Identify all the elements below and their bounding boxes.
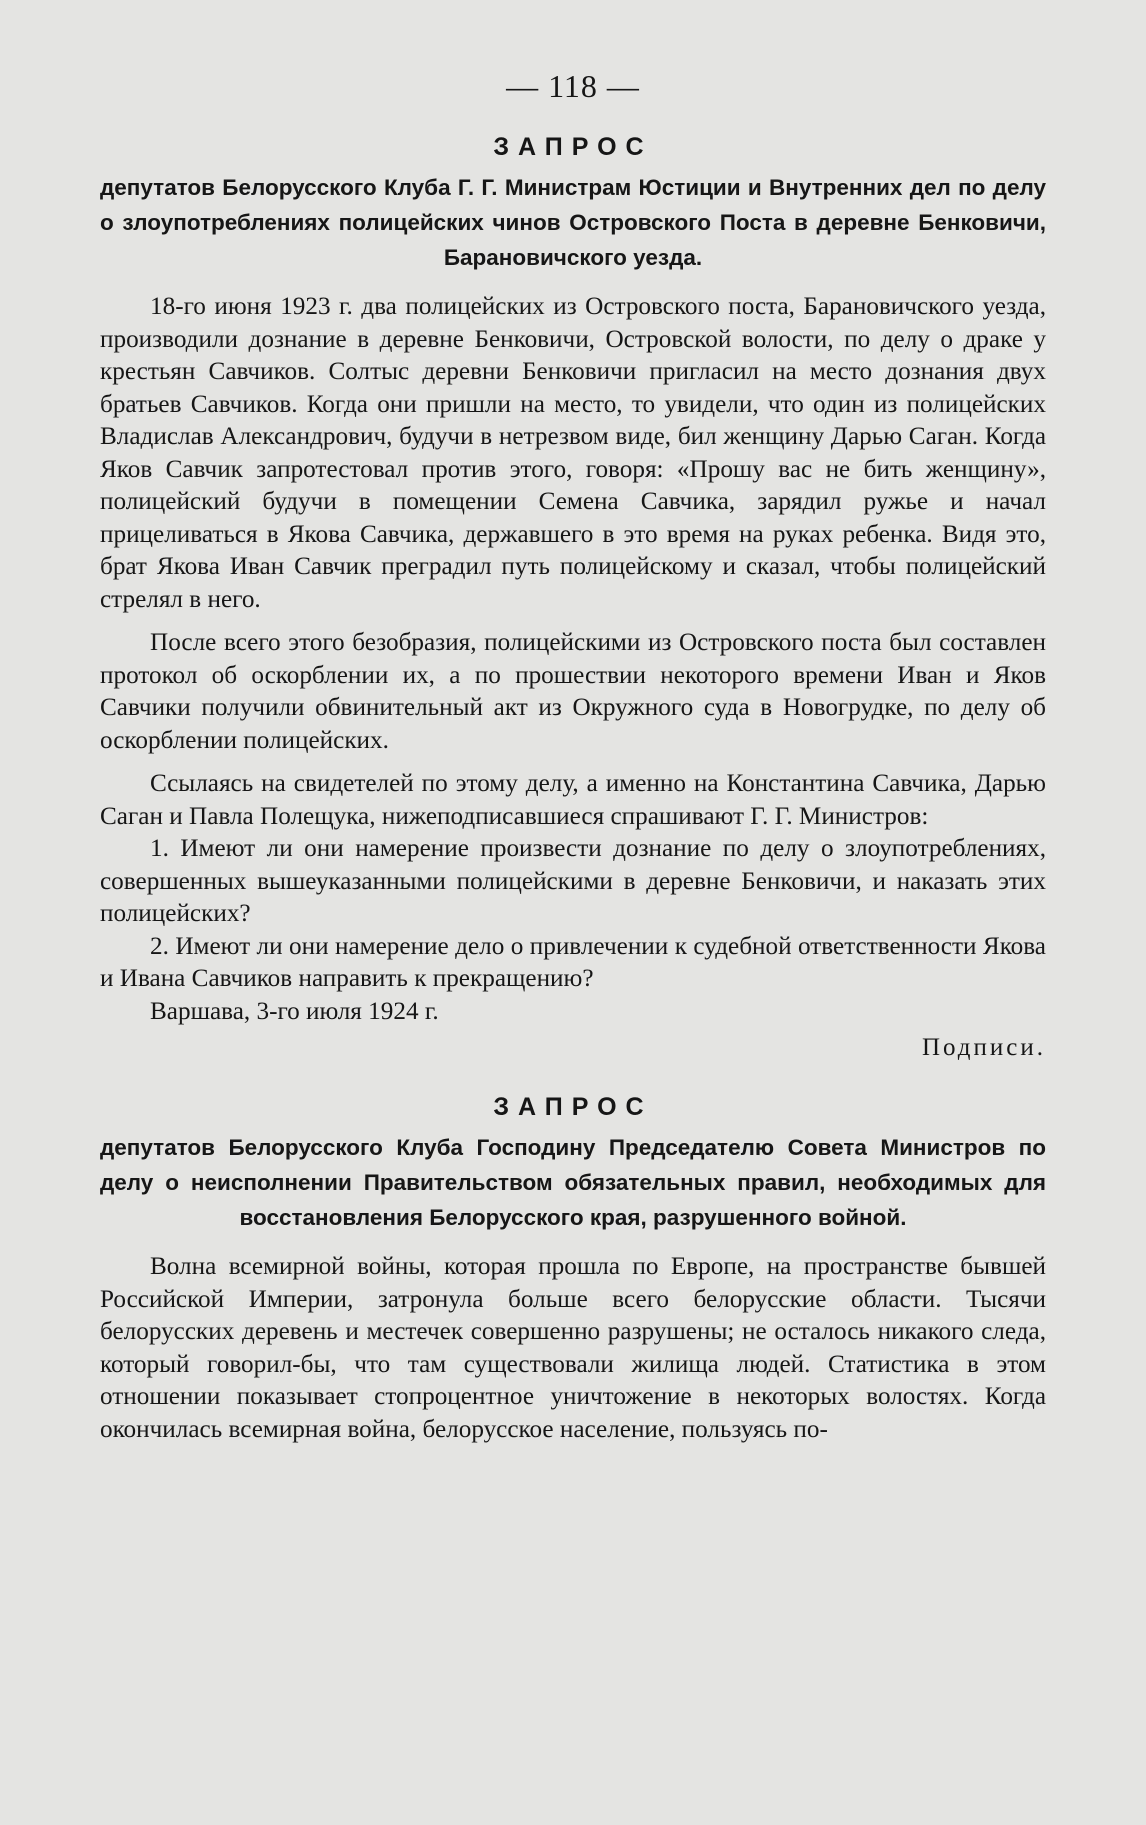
first-request-place-date: Варшава, 3-го июля 1924 г. xyxy=(150,997,439,1025)
first-request-paragraph-1: 18-го июня 1923 г. два полицейских из Островского поста, Барановичского уезда, производили дознание в деревне Бенковичи, Островской волости, по делу о драке у крестьян Савчиков. Солтыс деревни Бенковичи пригласил на место дознания двух братьев Савчиков. Когда они пришли на место, то увидели, что один из полицейских Владислав Александрович, будучи в нетрезвом виде, бил женщину Дарью Саган. Когда Яков Савчик запротестовал против этого, говоря: «Прошу вас не бить женщину», полицейский будучи в помещении Семена Савчика, зарядил ружье и начал прицеливаться в Якова Савчика, державшего в это время на руках ребенка. Видя это, брат Якова Иван Савчик преградил путь полицейскому и сказал, чтобы полицейский стрелял в него. xyxy=(100,293,1046,613)
page-number: — 118 — xyxy=(506,68,640,104)
second-request-subtitle: депутатов Белорусского Клуба Господину Председателю Совета Министров по делу о неисполнении Правительством обязательных правил, необходимых для восстановления Белорусского края, разрушенного войной. xyxy=(100,1135,1046,1230)
first-request-paragraph-3: Ссылаясь на свидетелей по этому делу, а именно на Константина Савчика, Дарью Саган и Павла Полещука, нижеподписавшиеся спрашивают Г. Г. Министров: xyxy=(100,770,1046,830)
first-request-heading: ЗАПРОС xyxy=(493,133,653,161)
first-request xyxy=(100,132,1046,1064)
first-request-question-2: 2. Имеют ли они намерение дело о привлечении к судебной ответственности Якова и Ивана Савчиков направить к прекращению? xyxy=(100,932,1046,992)
first-request-question-1: 1. Имеют ли они намерение произвести дознание по делу о злоупотреблениях, совершенных вышеуказанными полицейскими в деревне Бенковичи, и наказать этих полицейских? xyxy=(100,835,1046,927)
first-request-paragraph-2: После всего этого безобразия, полицейскими из Островского поста был составлен протокол об оскорблении их, а по прошествии некоторого времени Иван и Яков Савчики получили обвинительный акт из Окружного суда в Новогрудке, по делу об оскорблении полицейских. xyxy=(100,629,1046,754)
second-request xyxy=(100,1092,1046,1446)
second-request-heading: ЗАПРОС xyxy=(493,1093,653,1121)
first-request-signatures: Подписи. xyxy=(921,1034,1046,1061)
second-request-paragraph-1: Волна всемирной войны, которая прошла по Европе, на пространстве бывшей Российской Империи, затронула больше всего белорусские области. Тысячи белорусских деревень и местечек совершенно разрушены; не осталось никакого следа, который говорил-бы, что там существовали жилища людей. Статистика в этом отношении показывает стопроцентное уничтожение в некоторых волостях. Когда окончилась всемирная война, белорусское население, пользуясь по- xyxy=(100,1253,1046,1443)
first-request-subtitle: депутатов Белорусского Клуба Г. Г. Министрам Юстиции и Внутренних дел по делу о злоупотреблениях полицейских чинов Островского Поста в деревне Бенковичи, Барановичского уезда. xyxy=(100,175,1046,270)
